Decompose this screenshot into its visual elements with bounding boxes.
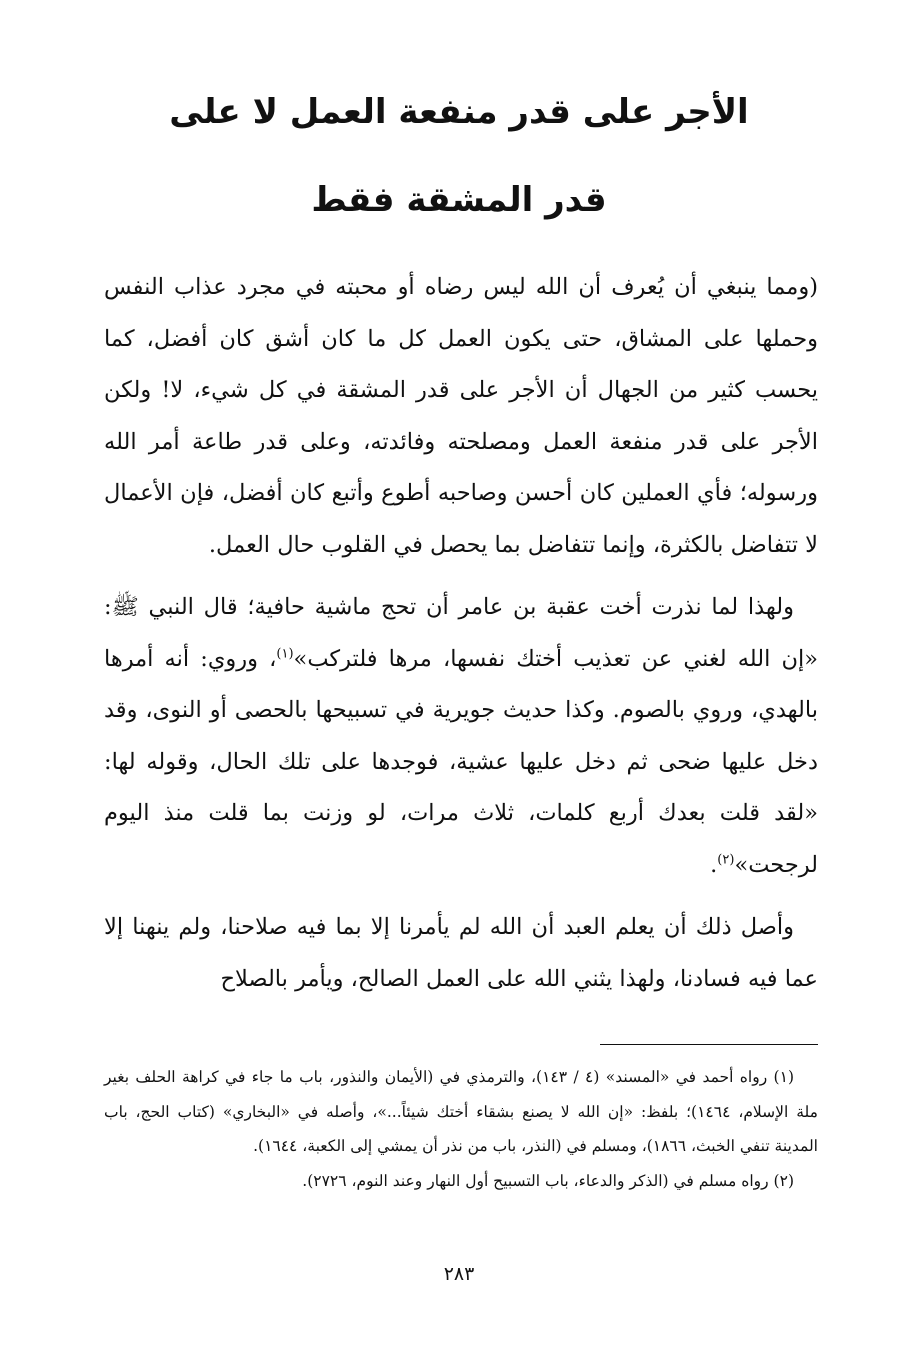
paragraph-1: (ومما ينبغي أن يُعرف أن الله ليس رضاه أو محبته في مجرد عذاب النفس وحملها على المشاق، حتى يكون العمل كل ما كان أشق كان أفضل، كما يحسب كثير من الجهال أن الأجر على قدر المشقة في كل شيء، لا! ولكن الأجر على قدر منفعة العمل ومصلحته وفائدته، وعلى قدر طاعة أمر الله ورسوله؛ فأي العملين كان أحسن وصاحبه أطوع وأتبع كان أفضل، فإن الأعمال لا تتفاضل بالكثرة، وإنما تتفاضل بما يحصل في القلوب حال العمل. — [104, 274, 818, 558]
footnote-ref-2: (٢) — [717, 852, 735, 867]
footnote-1: (١) رواه أحمد في «المسند» (٤ / ١٤٣)، والترمذي في (الأيمان والنذور، باب ما جاء في كراهة الحلف بغير ملة الإسلام، ١٤٦٤)؛ بلفظ: «إن الله لا يصنع بشقاء أختك شيئاً...»، وأصله في «البخاري» (كتاب الحج، باب المدينة تنفي الخبث، ١٨٦٦)، ومسلم في (النذر، باب من نذر أن يمشي إلى الكعبة، ١٦٤٤). — [104, 1068, 818, 1155]
footnote-separator — [600, 1044, 818, 1045]
footnote-2: (٢) رواه مسلم في (الذكر والدعاء، باب التسبيح أول النهار وعند النوم، ٢٧٢٦). — [302, 1171, 794, 1190]
paragraph-3: وأصل ذلك أن يعلم العبد أن الله لم يأمرنا إلا بما فيه صلاحنا، ولم ينهنا إلا عما فيه فسادنا، ولهذا يثني الله على العمل الصالح، ويأمر بالصلاح — [104, 914, 818, 992]
paragraph-2-part-b: ، وروي: أنه أمرها بالهدي، وروي بالصوم. وكذا حديث جويرية في تسبيحها بالحصى أو النوى، وقد دخل عليها ضحى ثم دخل عليها عشية، فوجدها على تلك الحال، وقوله لها: «لقد قلت بعدك أربع كلمات، ثلاث مرات، لو وزنت بما قلت منذ اليوم لرجحت» — [104, 645, 818, 878]
paragraph-2-part-a: ولهذا لما نذرت أخت عقبة بن عامر أن تحج ماشية حافية؛ قال النبي ﷺ: «إن الله لغني عن تعذيب أختك نفسها، مرها فلتركب» — [104, 594, 818, 672]
main-text — [104, 262, 818, 1016]
footnote-ref-1: (١) — [276, 646, 294, 661]
page-number: ٢٨٣ — [443, 1263, 475, 1285]
paragraph-2 — [104, 582, 818, 891]
page-title-line-2: قدر المشقة فقط — [311, 180, 607, 220]
paragraph-2-part-c: . — [710, 851, 718, 878]
footnotes — [104, 1060, 818, 1198]
page-title-line-1: الأجر على قدر منفعة العمل لا على — [169, 92, 749, 132]
